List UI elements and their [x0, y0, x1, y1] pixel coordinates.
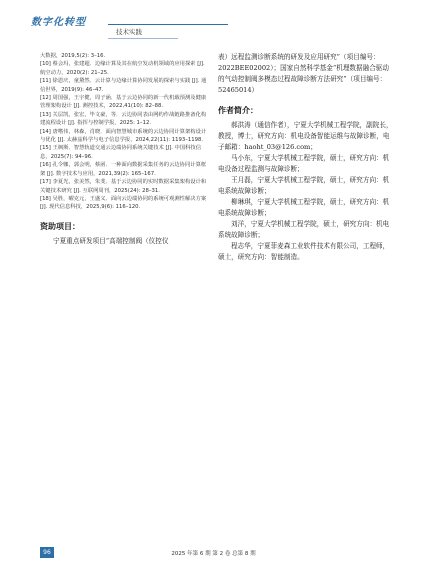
reference-item: [15] 王枫斯．智慧轨道交通云边端协同系统关键技术 [J]. 中国科技信息，2025(7): 94–96.	[40, 145, 202, 160]
header-divider	[108, 24, 228, 25]
issue-info: 2025 年第 6 期 第 2 卷 总第 8 期	[171, 551, 256, 557]
header-divider-secondary	[108, 38, 178, 39]
author-entry: 程志华，宁夏菲麦森工业软件技术有限公司，工程师，硕士，研究方向：智能制造。	[218, 242, 390, 261]
reference-item: [12] 周国强，王宇健，周子涵．基于云边协同的新一代机载预测及健康管理架构设计 [J]. 测控技术，2022,41(10): 82–88.	[40, 95, 207, 110]
left-column	[40, 52, 210, 247]
reference-item: [16] 孔令娜，郭会明，蔡函．一种面向数据采集任务的云边协同计算框架 [J]. 数字技术与应用，2021,39(2): 165–167.	[40, 162, 207, 177]
author-entry: 王月磊，宁夏大学机械工程学院，硕士，研究方向：机电系统故障诊断；	[218, 176, 390, 195]
reference-item: [18] 吴胜，曜克元，王盛义．面向云边端协同的系统可观测性解决方案 [J]. 现代信息科技，2025,9(6): 116–120.	[40, 195, 207, 211]
author-entry: 郝洪涛（通信作者），宁夏大学机械工程学院，副院长，教授，博士，研究方向：机电设备智能运维与故障诊断，电子邮箱：haoht_03@126.com；	[218, 121, 393, 151]
page-number: 96	[40, 547, 54, 558]
reference-item: [17] 李夏光，张美然，朱斐．基于云边协同的实时数据采集架构设计和关键技术研究 [J]. 互联网周刊，2025(24): 28–31.	[40, 179, 207, 194]
section-tag: 技术实践	[116, 28, 142, 36]
journal-logo: 数字化转型	[31, 17, 86, 28]
funding-text-continued: 表）远程监测诊断系统的研发及应用研究”（项目编号：2022BEE02002）；国家自然科学基金“机理数据融合驱动的气动控制阀多模态过程故障诊断方法研究”（项目编号：52465014）	[218, 53, 389, 94]
reference-item: [11] 徐恩庆，童黛然．云计算与边缘计算协同发展的探索与实践 [J]. 通信世界，2019(9): 46–47.	[40, 78, 207, 93]
right-column	[218, 52, 394, 263]
reference-item: [14] 唐嗜伟，林森，肖晓．面向智慧城市系统的云边协同计算架构设计与优化 [J]. 太赫兹科学与电子信息学报，2024,22(11): 1193–1198.	[40, 128, 207, 144]
author-entry: 刘洋，宁夏大学机械工程学院，硕士，研究方向：机电系统故障诊断；	[218, 220, 390, 239]
reference-item: 大数据，2019,5(2): 3–16.	[40, 53, 106, 59]
reference-item: [10] 蔡会玛，张建超．边缘计算及其在航空发动机领域的应用探索 [J]. 航空动力，2020(2): 21–25.	[40, 61, 205, 76]
funding-text: 宁夏重点研发项目“高端控制阀（仪控仪	[53, 236, 169, 245]
reference-item: [13] 关层凯，张宏，毕文豪，等．云边协同表由网约作战链路推备化构建流程设计 [J]. 指挥与控制学报，2025: 1–12.	[40, 111, 207, 127]
author-entry: 柳琳琪，宁夏大学机械工程学院，硕士，研究方向：机电系统故障诊断；	[218, 198, 390, 217]
page-header	[0, 0, 427, 40]
author-heading: 作者简介：	[218, 106, 258, 115]
author-entry: 马小东，宁夏大学机械工程学院，硕士，研究方向：机电设备过程监测与故障诊断；	[218, 154, 390, 173]
funding-heading: 资助项目：	[40, 221, 80, 231]
